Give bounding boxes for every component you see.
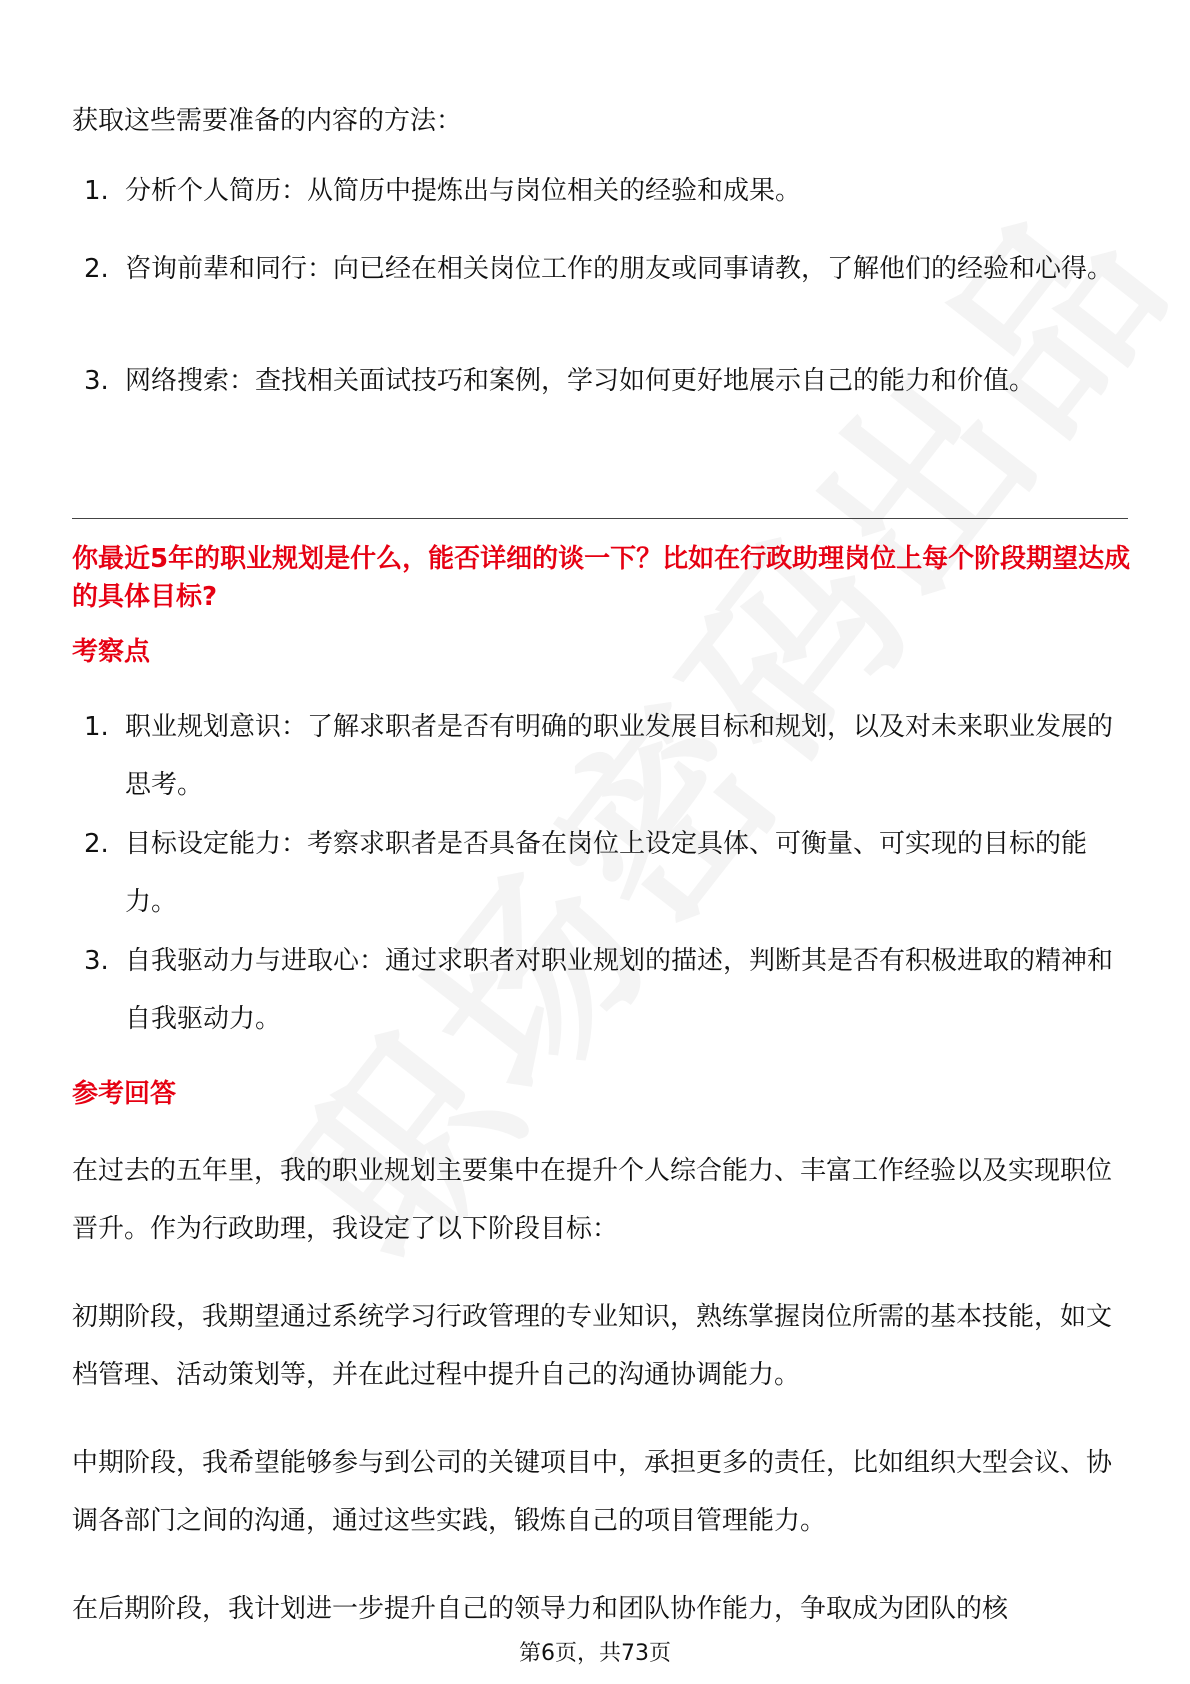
method-number: 1.: [84, 176, 109, 206]
method-number: 2.: [84, 254, 109, 284]
page-footer: 第6页，共73页: [519, 1641, 671, 1666]
method-item: 分析个人简历：从简历中提炼出与岗位相关的经验和成果。: [125, 176, 802, 206]
method-item: 咨询前辈和同行：向已经在相关岗位工作的朋友或同事请教，了解他们的经验和心得。: [125, 254, 1114, 284]
point-item: 职业规划意识：了解求职者是否有明确的职业发展目标和规划，以及对未来职业发展的思考。: [125, 712, 1114, 800]
points-label: 考察点: [72, 637, 151, 667]
answer-paragraph: 初期阶段，我期望通过系统学习行政管理的专业知识，熟练掌握岗位所需的基本技能，如文档管理、活动策划等，并在此过程中提升自己的沟通协调能力。: [72, 1302, 1113, 1390]
point-item: 自我驱动力与进取心：通过求职者对职业规划的描述，判断其是否有积极进取的精神和自我驱动力。: [125, 946, 1114, 1034]
point-item: 目标设定能力：考察求职者是否具备在岗位上设定具体、可衡量、可实现的目标的能力。: [125, 829, 1088, 917]
intro-text: 获取这些需要准备的内容的方法：: [72, 106, 463, 136]
section-divider: [72, 518, 1128, 519]
point-number: 2.: [84, 829, 109, 859]
question-heading: 你最近5年的职业规划是什么，能否详细的谈一下？比如在行政助理岗位上每个阶段期望达成的具体目标?: [72, 544, 1131, 612]
method-item: 网络搜索：查找相关面试技巧和案例，学习如何更好地展示自己的能力和价值。: [125, 366, 1036, 396]
answer-label: 参考回答: [72, 1079, 177, 1109]
point-number: 3.: [84, 946, 109, 976]
method-number: 3.: [84, 366, 109, 396]
answer-paragraph: 在后期阶段，我计划进一步提升自己的领导力和团队协作能力，争取成为团队的核: [72, 1594, 1009, 1624]
answer-paragraph: 在过去的五年里，我的职业规划主要集中在提升个人综合能力、丰富工作经验以及实现职位晋升。作为行政助理，我设定了以下阶段目标：: [72, 1156, 1113, 1244]
answer-paragraph: 中期阶段，我希望能够参与到公司的关键项目中，承担更多的责任，比如组织大型会议、协调各部门之间的沟通，通过这些实践，锻炼自己的项目管理能力。: [72, 1448, 1113, 1536]
point-number: 1.: [84, 712, 109, 742]
